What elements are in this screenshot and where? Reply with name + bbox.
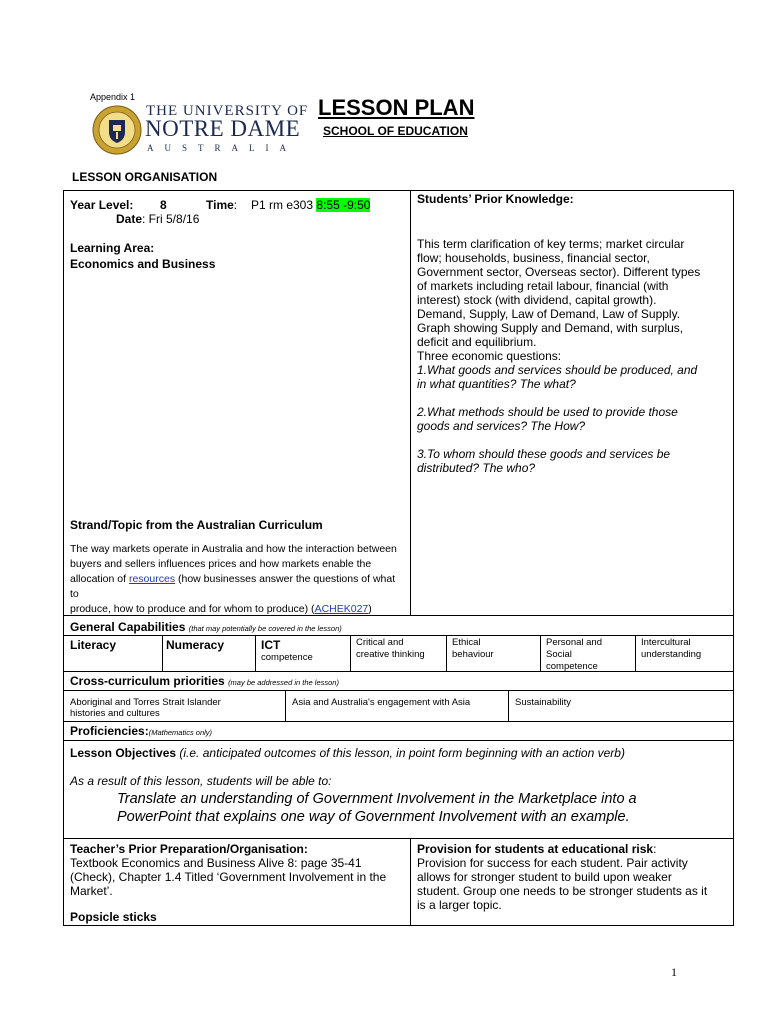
row-divider — [63, 690, 734, 691]
time-label: Time — [206, 198, 234, 212]
time-room: P1 rm e303 — [251, 198, 314, 212]
row-divider — [63, 740, 734, 741]
strand-description: The way markets operate in Australia and how the interaction between buyers and sellers influences prices and how markets enable the allocation of resources (how businesses answer the questions of what to produce, how to produce and for whom to produce) (ACHEK027) — [70, 543, 397, 615]
column-divider — [508, 690, 509, 721]
objectives-label: Lesson Objectives — [70, 746, 177, 760]
page-subtitle: SCHOOL OF EDUCATION — [323, 124, 468, 138]
priority-aboriginal: Aboriginal and Torres Strait Islander histories and cultures — [70, 697, 221, 719]
priority-asia: Asia and Australia's engagement with Asia — [292, 697, 471, 708]
section-title: LESSON ORGANISATION — [72, 170, 218, 184]
prior-knowledge-label: Students’ Prior Knowledge: — [417, 192, 574, 206]
general-capabilities-label: General Capabilities — [70, 620, 186, 634]
objectives-intro: As a result of this lesson, students will be able to: — [70, 774, 332, 788]
row-divider — [63, 838, 734, 839]
year-level-label: Year Level: — [70, 198, 134, 212]
university-name-line1: THE UNIVERSITY OF — [146, 103, 309, 119]
question-1: 1.What goods and services should be produced, and — [417, 363, 698, 377]
objective-statement: Translate an understanding of Government Involvement in the Marketplace into a PowerPoint that explains one way of Government Involvement with an example. — [117, 791, 637, 825]
preparation-label: Teacher’s Prior Preparation/Organisation: — [70, 842, 308, 856]
row-divider — [63, 635, 734, 636]
proficiencies-note: (Mathematics only) — [148, 728, 213, 737]
capability-critical-thinking: Critical and creative thinking — [356, 637, 425, 660]
objectives-note: (i.e. anticipated outcomes of this lesson, in point form beginning with an action verb) — [176, 746, 625, 760]
question-3: 3.To whom should these goods and services be — [417, 447, 671, 461]
provision-label: Provision for students at educational risk — [417, 842, 654, 856]
learning-area-label: Learning Area: — [70, 241, 155, 255]
question-2: 2.What methods should be used to provide those — [417, 405, 678, 419]
preparation-text: Textbook Economics and Business Alive 8: page 35-41 (Check), Chapter 1.4 Titled ‘Government Involvement in the Market’. — [70, 856, 387, 898]
row-divider — [63, 721, 734, 722]
proficiencies-label: Proficiencies: — [70, 724, 149, 738]
resources-link[interactable]: resources — [128, 573, 176, 585]
date-label: Date — [116, 212, 143, 226]
capability-numeracy: Numeracy — [166, 638, 225, 652]
cross-curriculum-label: Cross-curriculum priorities — [70, 674, 225, 688]
capability-ethical-behaviour: Ethical behaviour — [452, 637, 494, 660]
university-seal-logo — [92, 105, 142, 155]
curriculum-code-link[interactable]: ACHEK027 — [314, 603, 369, 615]
appendix-label: Appendix 1 — [90, 92, 136, 102]
column-divider — [162, 635, 163, 671]
column-divider — [635, 635, 636, 671]
preparation-extra: Popsicle sticks — [70, 910, 157, 924]
provision-text: Provision for success for each student. Pair activity allows for stronger student to build upon weaker student. Group one needs to be stronger students as it is a larger topic. — [417, 856, 708, 912]
strand-label: Strand/Topic from the Australian Curriculum — [70, 518, 323, 532]
column-divider — [255, 635, 256, 671]
capability-intercultural: Intercultural understanding — [641, 637, 702, 660]
priority-sustainability: Sustainability — [515, 697, 571, 708]
column-divider — [540, 635, 541, 671]
university-name-line3: AUSTRALIA — [147, 143, 297, 153]
date-value: : Fri 5/8/16 — [142, 212, 200, 226]
capability-personal-social: Personal and Social competence — [546, 637, 602, 672]
capability-ict: ICT competence — [261, 638, 313, 663]
university-name-line2: NOTRE DAME — [145, 116, 301, 141]
capability-literacy: Literacy — [70, 638, 117, 652]
cross-curriculum-note: (may be addressed in the lesson) — [228, 678, 339, 687]
column-divider — [350, 635, 351, 671]
column-divider — [446, 635, 447, 671]
page-number: 1 — [671, 965, 677, 979]
column-divider — [410, 838, 411, 926]
time-value: 8:55 -9:50 — [316, 198, 371, 212]
time-colon: : — [233, 198, 238, 212]
year-level-value: 8 — [160, 198, 167, 212]
learning-area-value: Economics and Business — [70, 257, 216, 271]
column-divider — [410, 190, 411, 615]
column-divider — [285, 690, 286, 721]
prior-knowledge-text: This term clarification of key terms; market circular flow; households, business, financial sector, Government sector, Overseas sector). Different types of markets including retail labour, financial (with interest) stock (with dividend, capital growth). Demand, Supply, Law of Demand, Law of Supply. Graph showing Supply and Demand, with surplus, deficit and equilibrium. Three economic questions: 1.What goods and services should be produced, and in what quantities? The what? 2.What methods should be used to provide those goods and services? The How? 3.To whom should these goods and services be distributed? The who? — [417, 237, 729, 475]
general-capabilities-note: (that may potentially be covered in the lesson) — [188, 624, 342, 633]
page-title: LESSON PLAN — [318, 95, 475, 120]
row-divider — [63, 671, 734, 672]
